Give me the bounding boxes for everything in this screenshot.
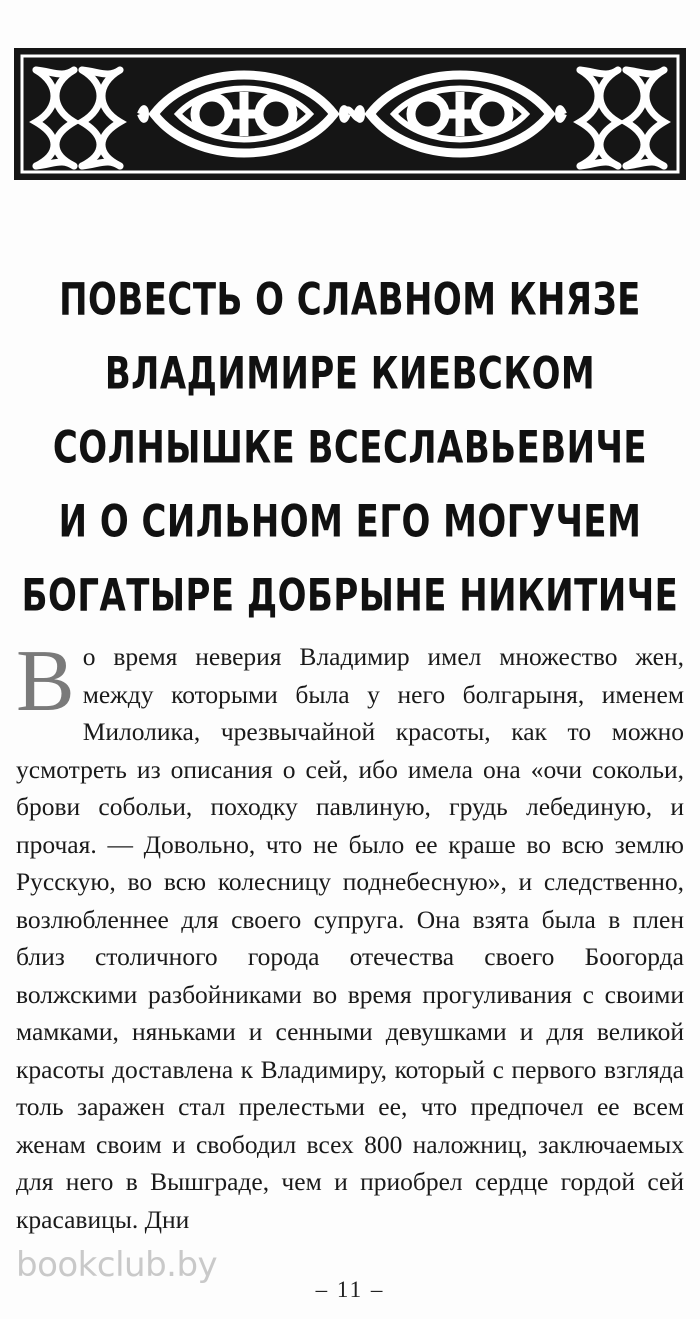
body-paragraph: [16, 633, 684, 1238]
title-line-2: ВЛАДИМИРЕ КИЕВСКОМ: [104, 348, 596, 400]
title-line-4: И О СИЛЬНОМ ЕГО МОГУЧЕМ: [58, 496, 642, 548]
watermark: bookclub.by: [16, 1245, 218, 1285]
ornament-band: [14, 48, 686, 180]
drop-cap: В: [16, 633, 75, 730]
title-line-1: ПОВЕСТЬ О СЛАВНОМ КНЯЗЕ: [59, 274, 641, 326]
body-text: о время неверия Владимир имел множество жен, между которыми была у него болгарыня, именем Милолика, чрезвычайной красоты, как то можно усмотреть из описания о сей, ибо имела она «очи сокольи, брови собольи, походку павлиную, грудь лебединую, и прочая. — Довольно, что не было ее краше во всю землю Русскую, во всю колесницу поднебесную», и следственно, возлюбленнее для своего супруга. Она взята была в плен близ столичного города отечества своего Боогорда волжскими разбойниками во время прогуливания с своими мамками, няньками и сенными девушками и для великой красоты доставлена к Владимиру, который с первого взгляда толь заражен стал прелестьми ее, что предпочел ее всем женам своим и свободил всех 800 наложниц, заключаемых для него в Вышграде, чем и приобрел сердце гордой сей красавицы. Дни: [16, 642, 684, 1234]
title-line-5: БОГАТЫРЕ ДОБРЫНЕ НИКИТИЧЕ: [21, 570, 679, 622]
page-title: [0, 262, 700, 632]
title-line-3: СОЛНЫШКЕ ВСЕСЛАВЬЕВИЧЕ: [52, 422, 648, 474]
page-number: – 11 –: [315, 1277, 385, 1302]
celtic-knot-icon: [14, 48, 686, 180]
